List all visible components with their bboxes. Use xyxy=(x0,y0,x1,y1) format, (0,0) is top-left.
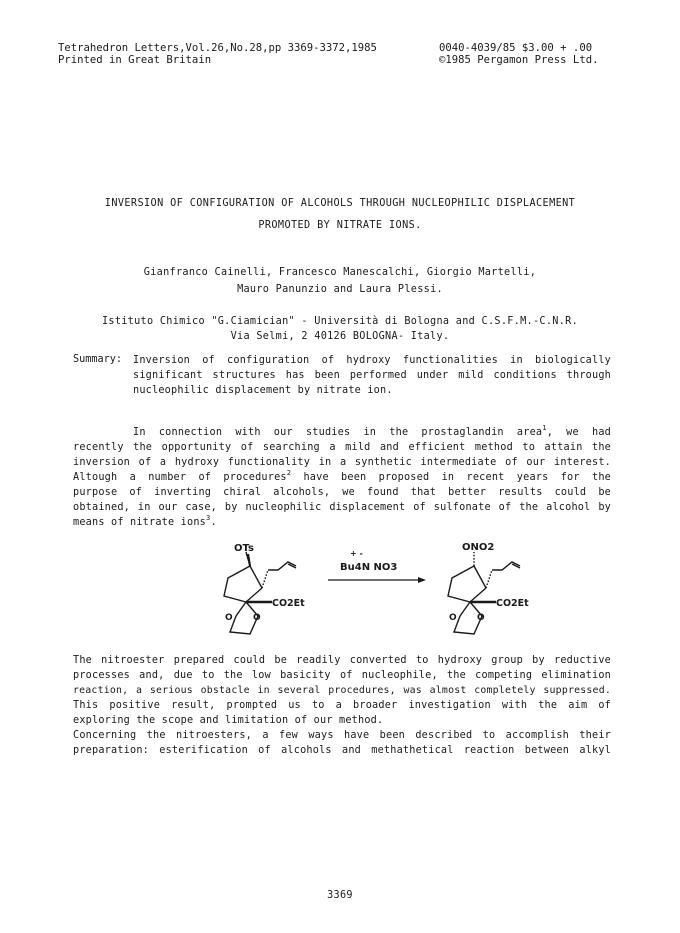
affiliation-line1: Istituto Chimico "G.Ciamician" - Università di Bologna and C.S.F.M.-C.N.R. xyxy=(101,316,579,327)
summary-line3: nucleophilic displacement by nitrate ion. xyxy=(133,385,393,396)
article-title-line1: INVERSION OF CONFIGURATION OF ALCOHOLS THROUGH NUCLEOPHILIC DISPLACEMENT xyxy=(104,198,576,209)
product-nitrate-group: ONO2 xyxy=(462,542,495,553)
para1-line2: recently the opportunity of searching a mild and efficient method to attain the xyxy=(73,442,611,453)
para1-line5: purpose of inverting chiral alcohols, we found that better results could be xyxy=(73,487,611,498)
summary-label: Summary: xyxy=(73,354,123,365)
para1-line6: obtained, in our case, by nucleophilic displacement of sulfonate of the alcohol by xyxy=(73,502,611,513)
para2-line2: processes and, due to the low basicity of nucleophile, the competing elimination xyxy=(73,670,611,681)
ref-2: 2 xyxy=(286,469,292,477)
reactant-leaving-group: OTs xyxy=(234,543,254,554)
para1-line7: means of nitrate ions$^3$. xyxy=(73,514,217,528)
product-ring-o-right: O xyxy=(477,613,485,623)
ref-3: 3 xyxy=(206,514,211,522)
para2-line4: This positive result, prompted us to a broader investigation with the aim of xyxy=(73,700,611,711)
para2-line3: reaction, a serious obstacle in several procedures, was almost completely suppressed. xyxy=(73,685,611,696)
issn-price: 0040-4039/85 $3.00 + .00 xyxy=(439,42,593,54)
reactant-ring-o-right: O xyxy=(253,613,261,623)
copyright: ©1985 Pergamon Press Ltd. xyxy=(439,54,599,66)
printed-in: Printed in Great Britain xyxy=(58,54,212,66)
summary-line1: Inversion of configuration of hydroxy functionalities in biologically xyxy=(133,355,611,366)
article-title-line2: PROMOTED BY NITRATE IONS. xyxy=(258,220,422,231)
authors-line1: Gianfranco Cainelli, Francesco Manescalchi, Giorgio Martelli, xyxy=(143,267,537,278)
para2-line5: exploring the scope and limitation of our method. xyxy=(73,715,384,726)
ref-1: 1 xyxy=(542,424,547,432)
para2-line6: Concerning the nitroesters, a few ways have been described to accomplish their xyxy=(73,730,611,741)
reaction-scheme xyxy=(200,536,560,648)
para2-line7: preparation: esterification of alcohols and methathetical reaction between alkyl xyxy=(73,745,611,756)
journal-citation: Tetrahedron Letters,Vol.26,No.28,pp 3369-3372,1985 xyxy=(58,42,377,54)
summary-line2: significant structures has been performed under mild conditions through xyxy=(133,370,611,381)
product-ring-o-left: O xyxy=(449,613,457,623)
page-number: 3369 xyxy=(327,890,353,901)
para1-line3: inversion of a hydroxy functionality in a synthetic intermediate of our interest. xyxy=(73,457,611,468)
authors-line2: Mauro Panunzio and Laura Plessi. xyxy=(237,284,443,295)
para2-line1: The nitroester prepared could be readily converted to hydroxy group by reductive xyxy=(73,655,611,666)
reactant-ring-o-left: O xyxy=(225,613,233,623)
reactant-ester: CO2Et xyxy=(272,598,305,609)
para1-line4: Altough a number of procedures$^2$ have been proposed in recent years for the xyxy=(73,469,611,483)
reagent-label: Bu4N NO3 xyxy=(340,562,398,573)
para1-line1: In connection with our studies in the prostaglandin area$^1$, we had xyxy=(133,424,612,438)
reagent-charges: + - xyxy=(350,549,363,558)
product-ester: CO2Et xyxy=(496,598,529,609)
affiliation-line2: Via Selmi, 2 40126 BOLOGNA- Italy. xyxy=(230,331,450,342)
